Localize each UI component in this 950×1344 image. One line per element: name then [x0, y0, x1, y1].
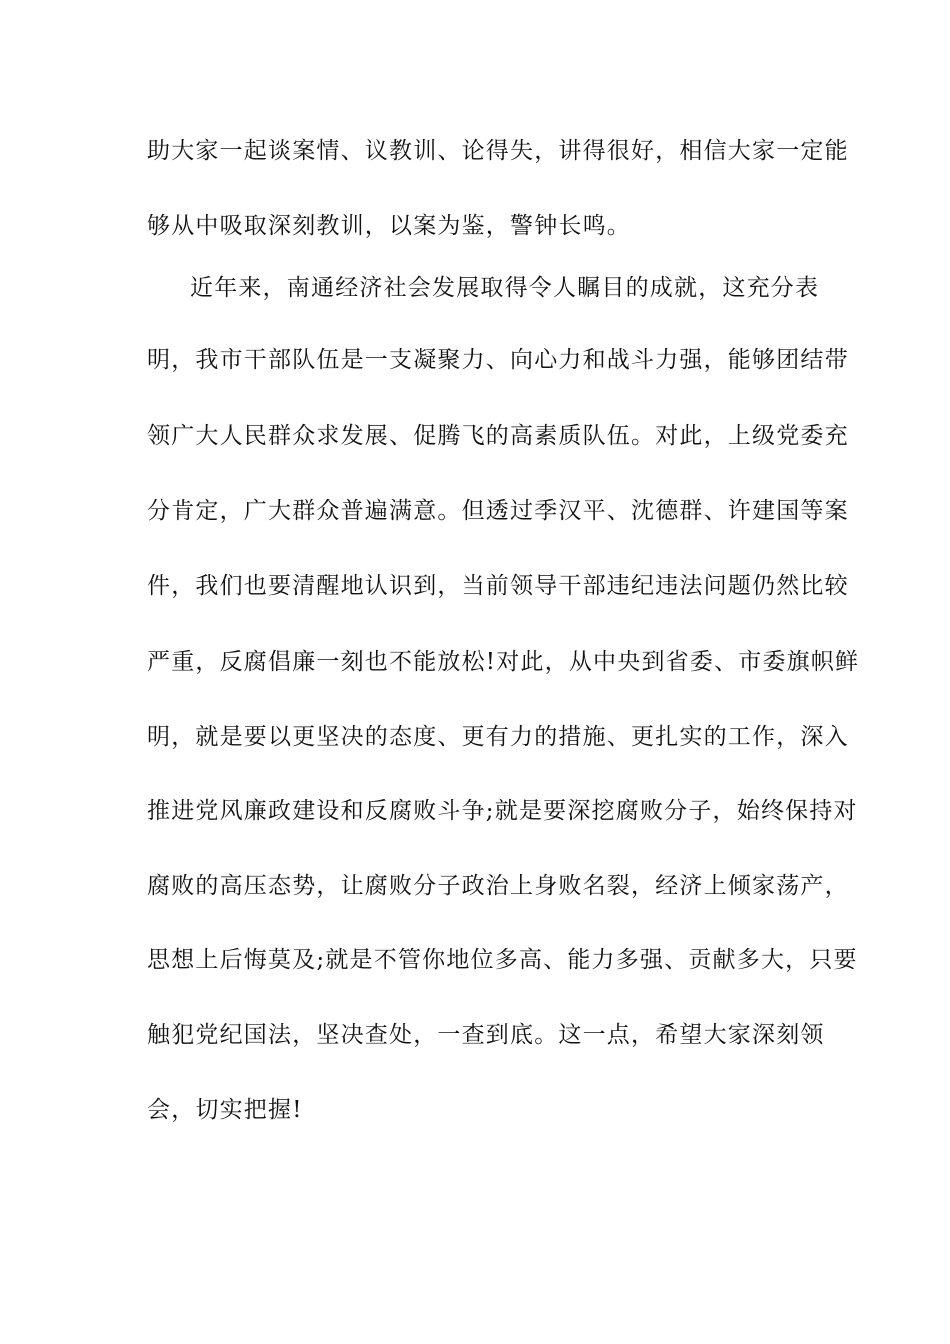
- text-line-10: 推进党风廉政建设和反腐败斗争;就是要深挖腐败分子，始终保持对: [147, 798, 858, 824]
- text-line-3: 近年来，南通经济社会发展取得令人瞩目的成就，这充分表: [190, 275, 820, 301]
- text-line-9: 明，就是要以更坚决的态度、更有力的措施、更扎实的工作，深入: [147, 724, 849, 750]
- text-line-11: 腐败的高压态势，让腐败分子政治上身败名裂，经济上倾家荡产，: [147, 873, 849, 899]
- text-line-1: 助大家一起谈案情、议教训、论得失，讲得很好，相信大家一定能: [147, 138, 849, 164]
- text-line-4: 明，我市干部队伍是一支凝聚力、向心力和战斗力强，能够团结带: [147, 347, 849, 373]
- text-line-13: 触犯党纪国法，坚决查处，一查到底。这一点，希望大家深刻领: [147, 1022, 825, 1048]
- text-line-8: 严重，反腐倡廉一刻也不能放松!对此，从中央到省委、市委旗帜鲜: [147, 649, 860, 675]
- text-line-5: 领广大人民群众求发展、促腾飞的高素质队伍。对此，上级党委充: [147, 423, 849, 449]
- text-line-14: 会，切实把握!: [147, 1097, 303, 1123]
- text-line-7: 件，我们也要清醒地认识到，当前领导干部违纪违法问题仍然比较: [147, 573, 849, 599]
- text-line-6: 分肯定，广大群众普遍满意。但透过季汉平、沈德群、许建国等案: [147, 498, 849, 524]
- text-line-2: 够从中吸取深刻教训，以案为鉴，警钟长鸣。: [147, 213, 631, 239]
- text-line-12: 思想上后悔莫及;就是不管你地位多高、能力多强、贡献多大，只要: [147, 947, 858, 973]
